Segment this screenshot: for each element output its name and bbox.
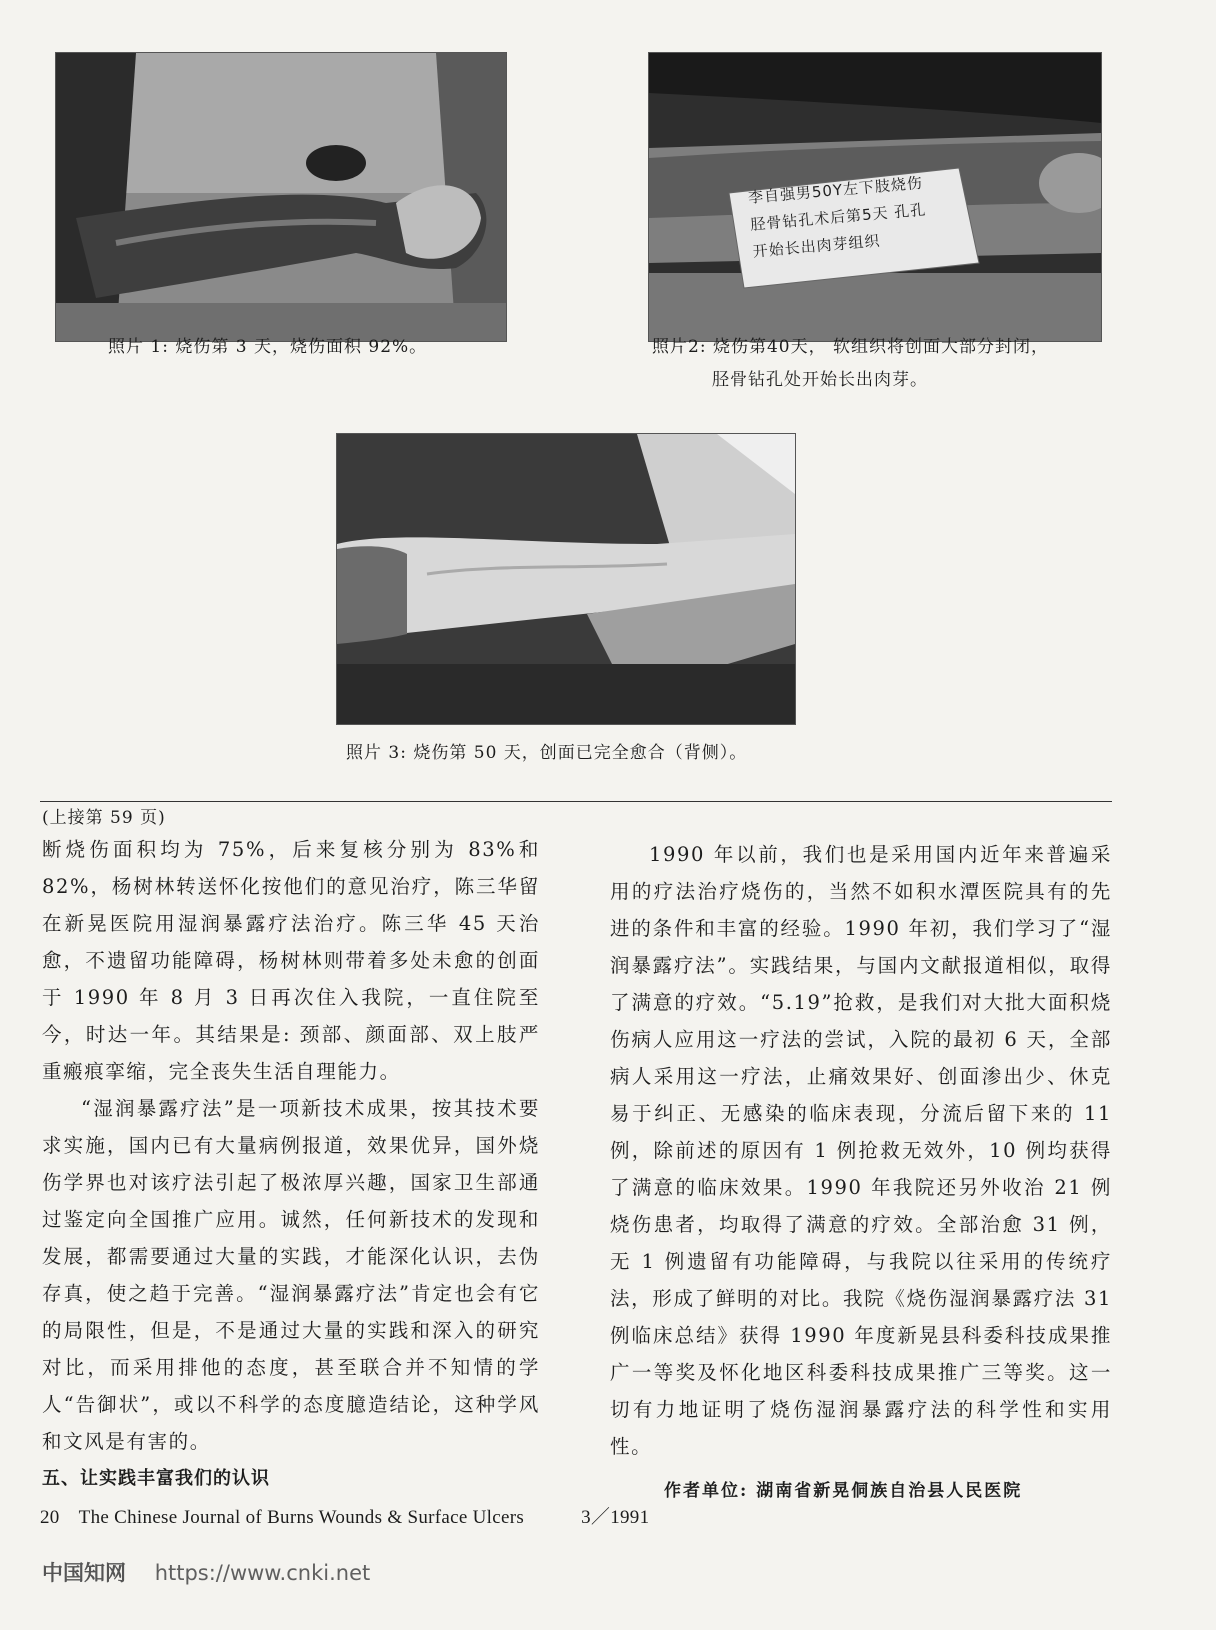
cnki-logo: 中国知网 — [42, 1561, 126, 1585]
photo-2-caption-line1: 照片2: 烧伤第40天， 软组织将创面大部分封闭， — [652, 337, 1049, 357]
handwritten-label-line: 李自强男50Y左下肢烧伤 — [747, 173, 924, 207]
photo-3-leg-day50-healed — [336, 433, 796, 725]
handwritten-label-line: 胫骨钻孔术后第5天 孔孔 — [749, 200, 927, 234]
left-column — [42, 805, 540, 1497]
photo-2-leg-day40-with-label — [648, 52, 1102, 342]
section-divider — [40, 801, 1112, 802]
body-paragraph: 1990 年以前，我们也是采用国内近年来普遍采用的疗法治疗烧伤的，当然不如积水潭医院具有的先进的条件和丰富的经验。1990 年初，我们学习了“湿润暴露疗法”。实践结果，与国内文献报道相似，取得了满意的疗效。“5.19”抢救，是我们对大批大面积烧伤病人应用这一疗法的尝试，入院的最初 6 天，全部病人采用这一疗法，止痛效果好、创面渗出少、休克易于纠正、无感染的临床表现，分流后留下来的 11 例，除前述的原因有 1 例抢救无效外，10 例均获得了满意的临床效果。1990 年我院还另外收治 21 例烧伤患者，均取得了满意的疗效。全部治愈 31 例，无 1 例遗留有功能障碍，与我院以往采用的传统疗法，形成了鲜明的对比。我院《烧伤湿润暴露疗法 31 例临床总结》获得 1990 年度新晃县科委科技成果推广一等奖及怀化地区科委科技成果推广三等奖。这一切有力地证明了烧伤湿润暴露疗法的科学性和实用性。 — [610, 843, 1112, 1458]
photo-1-caption: 照片 1: 烧伤第 3 天，烧伤面积 92%。 — [108, 337, 428, 357]
section-heading: 五、让实践丰富我们的认识 — [42, 1468, 270, 1489]
page-footer — [40, 1502, 649, 1529]
photo-3-caption: 照片 3: 烧伤第 50 天，创面已完全愈合（背侧）。 — [346, 743, 748, 763]
issue-number: 3／1991 — [581, 1507, 650, 1528]
author-affiliation: 作者单位: 湖南省新晃侗族自治县人民医院 — [664, 1481, 1023, 1501]
right-column — [610, 836, 1112, 1465]
cnki-url: https://www.cnki.net — [154, 1561, 371, 1585]
page-number: 20 — [40, 1507, 60, 1528]
handwritten-label-line: 开始长出肉芽组织 — [752, 231, 882, 261]
journal-title: The Chinese Journal of Burns Wounds & Surface Ulcers — [78, 1507, 525, 1528]
photo-2-caption-line2: 胫骨钻孔处开始长出肉芽。 — [712, 370, 928, 390]
body-paragraph: “湿润暴露疗法”是一项新技术成果，按其技术要求实施，国内已有大量病例报道，效果优异，国外烧伤学界也对该疗法引起了极浓厚兴趣，国家卫生部通过鉴定向全国推广应用。诚然，任何新技术的发现和发展，都需要通过大量的实践，才能深化认识，去伪存真，使之趋于完善。“湿润暴露疗法”肯定也会有它的局限性，但是，不是通过大量的实践和深入的研究对比，而采用排他的态度，甚至联合并不知情的学人“告御状”，或以不科学的态度臆造结论，这种学风和文风是有害的。 — [42, 1097, 540, 1453]
photo-1-burned-leg-day3 — [55, 52, 507, 342]
body-paragraph: 断烧伤面积均为 75%，后来复核分别为 83%和 82%，杨树林转送怀化按他们的意见治疗，陈三华留在新晃医院用湿润暴露疗法治疗。陈三华 45 天治愈，不遗留功能障碍，杨树林则带着多处未愈的创面于 1990 年 8 月 3 日再次住入我院，一直住院至今，时达一年。其结果是: 颈部、颜面部、双上肢严重瘢痕挛缩，完全丧失生活自理能力。 — [42, 838, 540, 1083]
cnki-watermark — [42, 1557, 370, 1587]
continued-from-note: (上接第 59 页) — [42, 808, 166, 828]
